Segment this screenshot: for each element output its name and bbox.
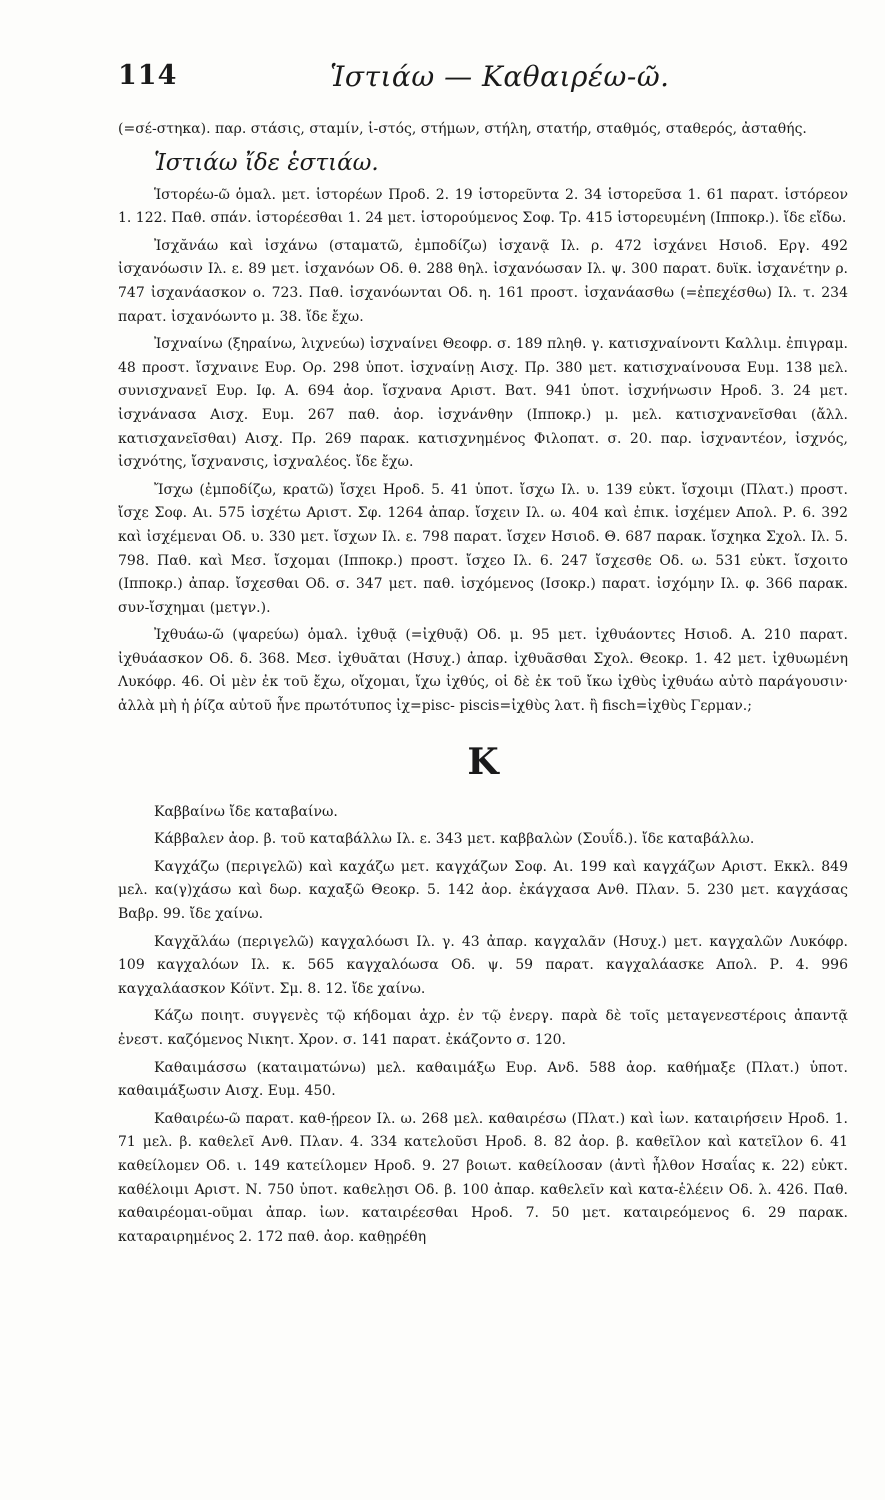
entry-ischnaino: Ἰσχναίνω (ξηραίνω, λιχνεύω) ἰσχναίνει Θεοφρ. σ. 189 πληθ. γ. κατισχναίνοντι Καλλιμ. ἐπιγραμ. 48 προστ. ἴσχναινε Ευρ. Ορ. 298 ὑποτ. ἰσχναίνῃ Αισχ. Πρ. 380 μετ. κατισχναίνουσα Ευμ. 138 μελ. συνισχνανεῖ Ευρ. Ιφ. Α. 694 ἀορ. ἴσχνανα Αριστ. Βατ. 941 ὑποτ. ἰσχνήνωσιν Ηροδ. 3. 24 μετ. ἰσχνάνασα Αισχ. Ευμ. 267 παθ. ἀορ. ἰσχνάνθην (Ιπποκρ.) μ. μελ. κατισχνανεῖσθαι (ἄλλ. κατισχανεῖσθαι) Αισχ. Πρ. 269 παρακ. κατισχνημένος Φιλοπατ. σ. 20. παρ. ἰσχναντέον, ἰσχνός, ἰσχνότης, ἴσχνανσις, ἰσχναλέος. ἴδε ἔχω. bbox=[118, 336, 848, 471]
entry-kabbaino: Καββαίνω ἴδε καταβαίνω. bbox=[154, 803, 338, 820]
entry-kangchalao: Καγχᾰλάω (περιγελῶ) καγχαλόωσι Ιλ. γ. 43 ἀπαρ. καγχαλᾶν (Ησυχ.) μετ. καγχαλῶν Λυκόφρ. 109 καγχαλόων Ιλ. κ. 565 καγχαλόωσα Οδ. ψ. 59 παρατ. καγχαλάασκε Απολ. Ρ. 4. 996 καγχαλάασκον Κόϊντ. Σμ. 8. 12. ἴδε χαίνω. bbox=[118, 933, 848, 997]
entry-ischanao: Ἰσχᾰνάω καὶ ἰσχάνω (σταματῶ, ἐμποδίζω) ἰσχανᾷ Ιλ. ρ. 472 ἰσχάνει Ησιοδ. Εργ. 492 ἰσχανόωσιν Ιλ. ε. 89 μετ. ἰσχανόων Οδ. θ. 288 θηλ. ἰσχανόωσαν Ιλ. ψ. 300 παρατ. δυϊκ. ἰσχανέτην ρ. 747 ἰσχανάασκον ο. 723. Παθ. ἰσχανόωνται Οδ. η. 161 προστ. ἰσχανάασθω (=ἐπεχέσθω) Ιλ. τ. 234 παρατ. ἰσχανόωντο μ. 38. ἴδε ἔχω. bbox=[118, 237, 848, 325]
page-number: 114 bbox=[118, 60, 178, 91]
entry-ischo: Ἴσχω (ἐμποδίζω, κρατῶ) ἴσχει Ηροδ. 5. 41 ὑποτ. ἴσχω Ιλ. υ. 139 εὐκτ. ἴσχοιμι (Πλατ.) προστ. ἴσχε Σοφ. Αι. 575 ἰσχέτω Αριστ. Σφ. 1264 ἀπαρ. ἴσχειν Ιλ. ω. 404 καὶ ἐπικ. ἰσχέμεν Απολ. Ρ. 6. 392 καὶ ἰσχέμεναι Οδ. υ. 330 μετ. ἴσχων Ιλ. ε. 798 παρατ. ἴσχεν Ησιοδ. Θ. 687 παρακ. ἴσχηκα Σχολ. Ιλ. 5. 798. Παθ. καὶ Μεσ. ἴσχομαι (Ιπποκρ.) προστ. ἴσχεο Ιλ. 6. 247 ἴσχεσθε Οδ. ω. 531 εὐκτ. ἴσχοιτο (Ιπποκρ.) ἀπαρ. ἴσχεσθαι Οδ. σ. 347 μετ. παθ. ἰσχόμενος (Ισοκρ.) παρατ. ἰσχόμην Ιλ. φ. 366 παρακ. συν-ἴσχημαι (μετγν.). bbox=[118, 481, 848, 616]
entry-kazo: Κάζω ποιητ. συγγενὲς τῷ κήδομαι ἀχρ. ἐν τῷ ἐνεργ. παρὰ δὲ τοῖς μεταγενεστέροις ἀπαντᾷ ἐνεστ. καζόμενος Νικητ. Χρον. σ. 141 παρατ. ἐκάζοντο σ. 120. bbox=[118, 1008, 848, 1048]
section-letter-heading: K bbox=[467, 740, 499, 783]
entry-intro: (=σέ-στηκα). παρ. στάσις, σταμίν, ἱ-στός, στήμων, στήλη, στατήρ, σταθμός, σταθερός, ἀσταθής. bbox=[118, 121, 807, 137]
entry-see-line: Ἱστιάω ἴδε ἑστιάω. bbox=[154, 149, 379, 176]
entry-ichthyao: Ἰχθυάω-ῶ (ψαρεύω) ὁμαλ. ἰχθυᾷ (=ἰχθυᾷ) Οδ. μ. 95 μετ. ἰχθυάοντες Ησιοδ. Α. 210 παρατ. ἰχθυάασκον Οδ. δ. 368. Μεσ. ἰχθυᾶται (Ησυχ.) ἀπαρ. ἰχθυᾶσθαι Σχολ. Θεοκρ. 1. 42 μετ. ἰχθυωμένη Λυκόφρ. 46. Οἱ μὲν ἐκ τοῦ ἔχω, οἴχομαι, ἴχω ἰχθύς, οἱ δὲ ἐκ τοῦ ἴκω ἰχθὺς ἰχθυάω αὐτὸ παράγουσιν· ἀλλὰ μὴ ἡ ῥίζα αὐτοῦ ἦνε πρωτότυπος ἰχ=pisc- piscis=ἰχθὺς λατ. ἢ fisch=ἰχθὺς Γερμαν.; bbox=[118, 627, 848, 715]
entry-istoreo: Ἱστορέω-ῶ ὁμαλ. μετ. ἱστορέων Προδ. 2. 19 ἱστορεῦντα 2. 34 ἱστορεῦσα 1. 61 παρατ. ἱστόρεον 1. 122. Παθ. σπάν. ἱστορέεσθαι 1. 24 μετ. ἱστορούμενος Σοφ. Τρ. 415 ἱστορευμένη (Ιπποκρ.). ἴδε εἴδω. bbox=[118, 186, 848, 227]
page-content bbox=[118, 118, 848, 1249]
page-header bbox=[118, 60, 845, 100]
running-head: Ἱστιάω — Καθαιρέω-ῶ. bbox=[330, 60, 670, 93]
entry-kathaireo: Καθαιρέω-ῶ παρατ. καθ-ῄρεον Ιλ. ω. 268 μελ. καθαιρέσω (Πλατ.) καὶ ἰων. καταιρήσειν Ηροδ. 1. 71 μελ. β. καθελεῖ Ανθ. Πλαν. 4. 334 κατελοῦσι Ηροδ. 8. 82 ἀορ. β. καθεῖλον καὶ κατεῖλον 6. 41 καθείλομεν Οδ. ι. 149 κατείλομεν Ηροδ. 9. 27 βοιωτ. καθείλοσαν (ἀντὶ ἦλθον Ησαΐας κ. 22) εὐκτ. καθέλοιμι Αριστ. Ν. 750 ὑποτ. καθελῃσι Οδ. β. 100 ἀπαρ. καθελεῖν καὶ κατα-ἑλέειν Οδ. λ. 426. Παθ. καθαιρέομαι-οῦμαι ἀπαρ. ἰων. καταιρέεσθαι Ηροδ. 7. 50 μετ. καταιρεόμενος 6. 29 παρακ. καταραιρημένος 2. 172 παθ. ἀορ. καθῃρέθη bbox=[118, 1110, 848, 1245]
entry-kathaimasso: Καθαιμάσσω (καταιματώνω) μελ. καθαιμάξω Ευρ. Ανδ. 588 ἀορ. καθήμαξε (Πλατ.) ὑποτ. καθαιμάξωσιν Αισχ. Ευμ. 450. bbox=[118, 1059, 848, 1100]
entry-kabbalen: Κάββαλεν ἀορ. β. τοῦ καταβάλλω Ιλ. ε. 343 μετ. καββαλὼν (Σουΐδ.). ἴδε καταβάλλω. bbox=[154, 831, 755, 848]
entry-kangchazo: Καγχάζω (περιγελῶ) καὶ καχάζω μετ. καγχάζων Σοφ. Αι. 199 καὶ καγχάζων Αριστ. Εκκλ. 849 μελ. κα(γ)χάσω καὶ δωρ. καχαξῶ Θεοκρ. 5. 142 ἀορ. ἐκάγχασα Ανθ. Πλαν. 5. 230 μετ. καγχάσας Βαβρ. 99. ἴδε χαίνω. bbox=[118, 858, 848, 923]
